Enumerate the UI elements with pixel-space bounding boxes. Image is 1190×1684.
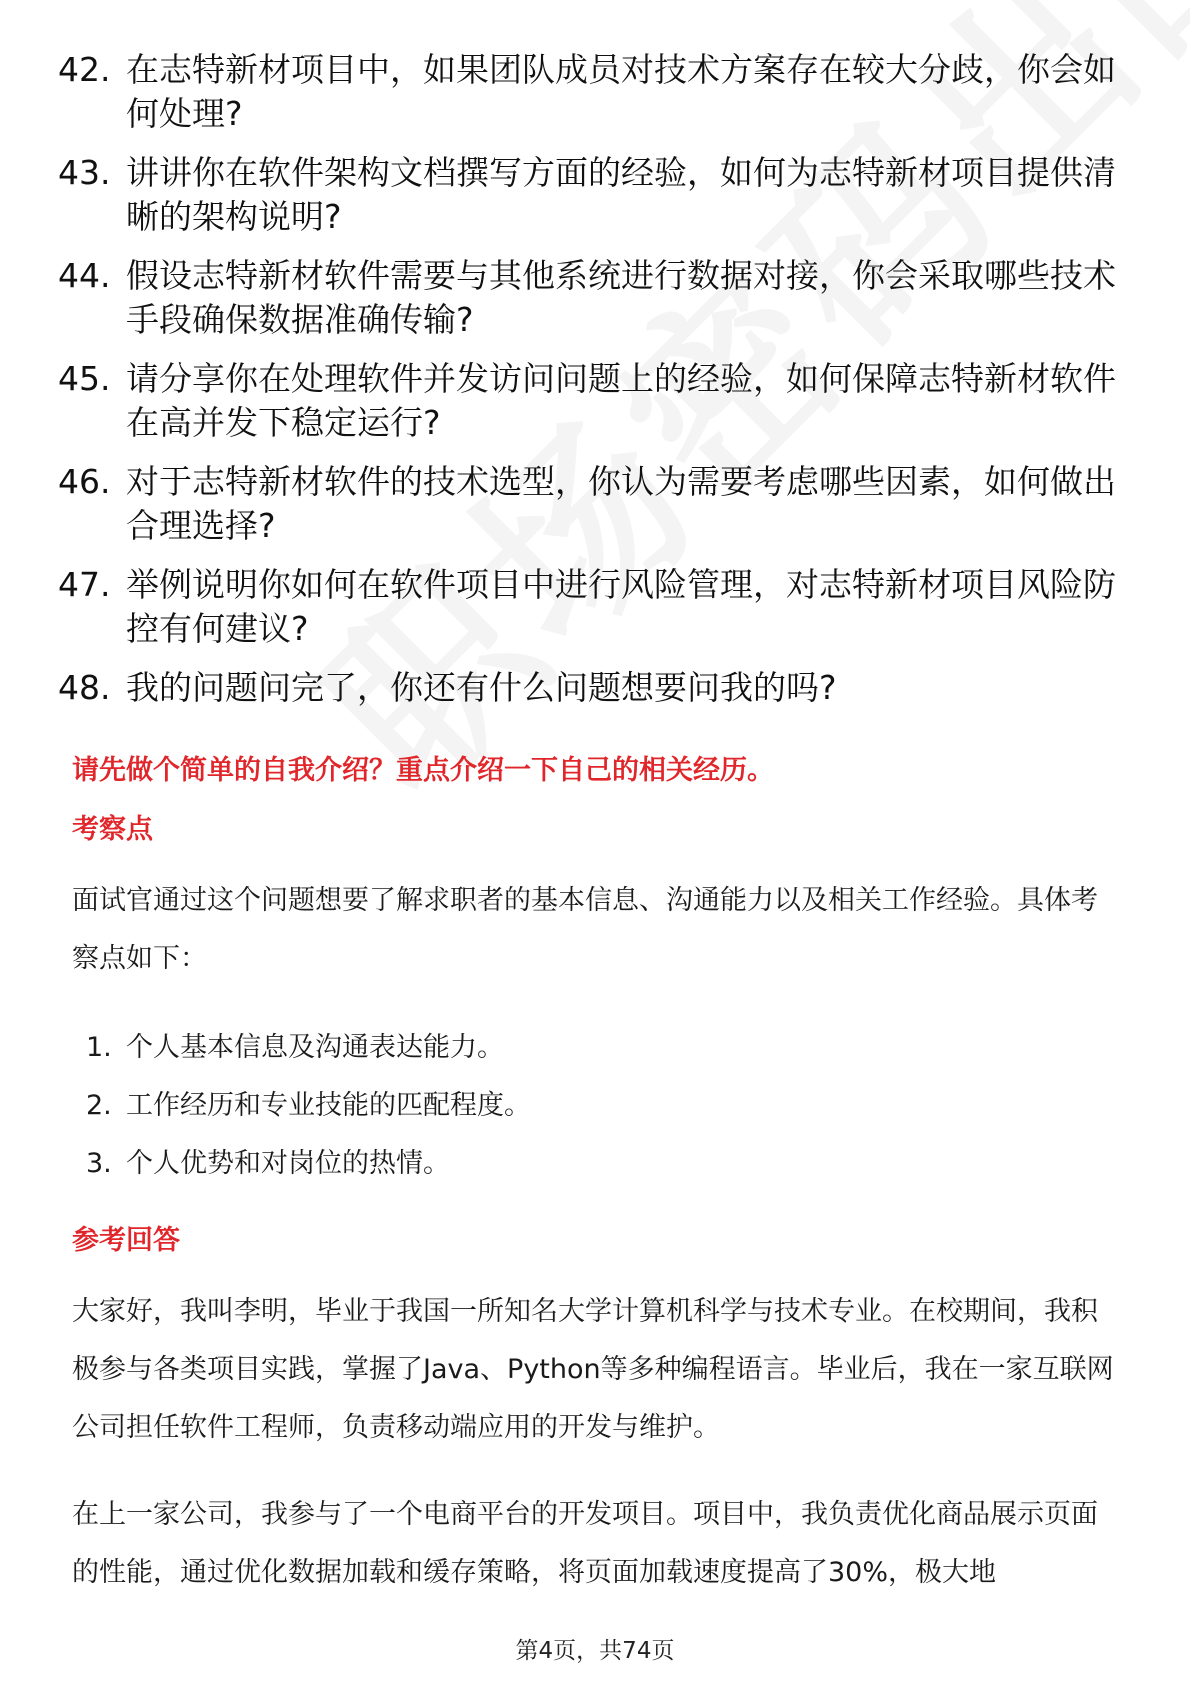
list-text: 个人优势和对岗位的热情。: [126, 1148, 450, 1179]
list-text: 工作经历和专业技能的匹配程度。: [126, 1090, 531, 1121]
question-item: [0, 48, 1190, 136]
page-footer: 第4页，共74页: [515, 1638, 675, 1664]
question-item: [0, 151, 1190, 239]
list-text: 个人基本信息及沟通表达能力。: [126, 1032, 504, 1063]
reference-answer-heading: 参考回答: [72, 1225, 180, 1256]
question-list: [0, 48, 1190, 725]
question-number: 45.: [58, 359, 111, 398]
exam-point-item: [86, 1146, 450, 1182]
reference-answer-paragraph: 在上一家公司，我参与了一个电商平台的开发项目。项目中，我负责优化商品展示页面的性能，通过优化数据加载和缓存策略，将页面加载速度提高了30%，极大地: [72, 1499, 1098, 1588]
question-item: [0, 254, 1190, 342]
question-text: 我的问题问完了，你还有什么问题想要问我的吗?: [126, 668, 837, 707]
question-item: [0, 460, 1190, 548]
reference-answer-paragraph: 大家好，我叫李明，毕业于我国一所知名大学计算机科学与技术专业。在校期间，我积极参与各类项目实践，掌握了Java、Python等多种编程语言。毕业后，我在一家互联网公司担任软件工程师，负责移动端应用的开发与维护。: [72, 1296, 1114, 1443]
question-number: 43.: [58, 153, 111, 192]
question-text: 在志特新材项目中，如果团队成员对技术方案存在较大分歧，你会如何处理?: [126, 50, 1116, 133]
question-text: 请分享你在处理软件并发访问问题上的经验，如何保障志特新材软件在高并发下稳定运行?: [126, 359, 1116, 442]
exam-points-paragraph: 面试官通过这个问题想要了解求职者的基本信息、沟通能力以及相关工作经验。具体考察点如下：: [72, 885, 1098, 974]
question-text: 举例说明你如何在软件项目中进行风险管理，对志特新材项目风险防控有何建议?: [126, 565, 1116, 648]
question-item: [0, 357, 1190, 445]
list-number: 2.: [86, 1090, 112, 1121]
exam-point-item: [86, 1088, 531, 1124]
list-number: 1.: [86, 1032, 112, 1063]
question-number: 46.: [58, 462, 111, 501]
question-text: 对于志特新材软件的技术选型，你认为需要考虑哪些因素，如何做出合理选择?: [126, 462, 1116, 545]
question-number: 48.: [58, 668, 111, 707]
list-number: 3.: [86, 1148, 112, 1179]
exam-points-heading: 考察点: [72, 814, 153, 845]
question-text: 假设志特新材软件需要与其他系统进行数据对接，你会采取哪些技术手段确保数据准确传输?: [126, 256, 1116, 339]
question-text: 讲讲你在软件架构文档撰写方面的经验，如何为志特新材项目提供清晰的架构说明?: [126, 153, 1116, 236]
question-item: [0, 666, 1190, 710]
exam-point-item: [86, 1030, 504, 1066]
question-number: 42.: [58, 50, 111, 89]
question-number: 44.: [58, 256, 111, 295]
question-number: 47.: [58, 565, 111, 604]
question-item: [0, 563, 1190, 651]
intro-question-heading: 请先做个简单的自我介绍？重点介绍一下自己的相关经历。: [72, 755, 774, 786]
